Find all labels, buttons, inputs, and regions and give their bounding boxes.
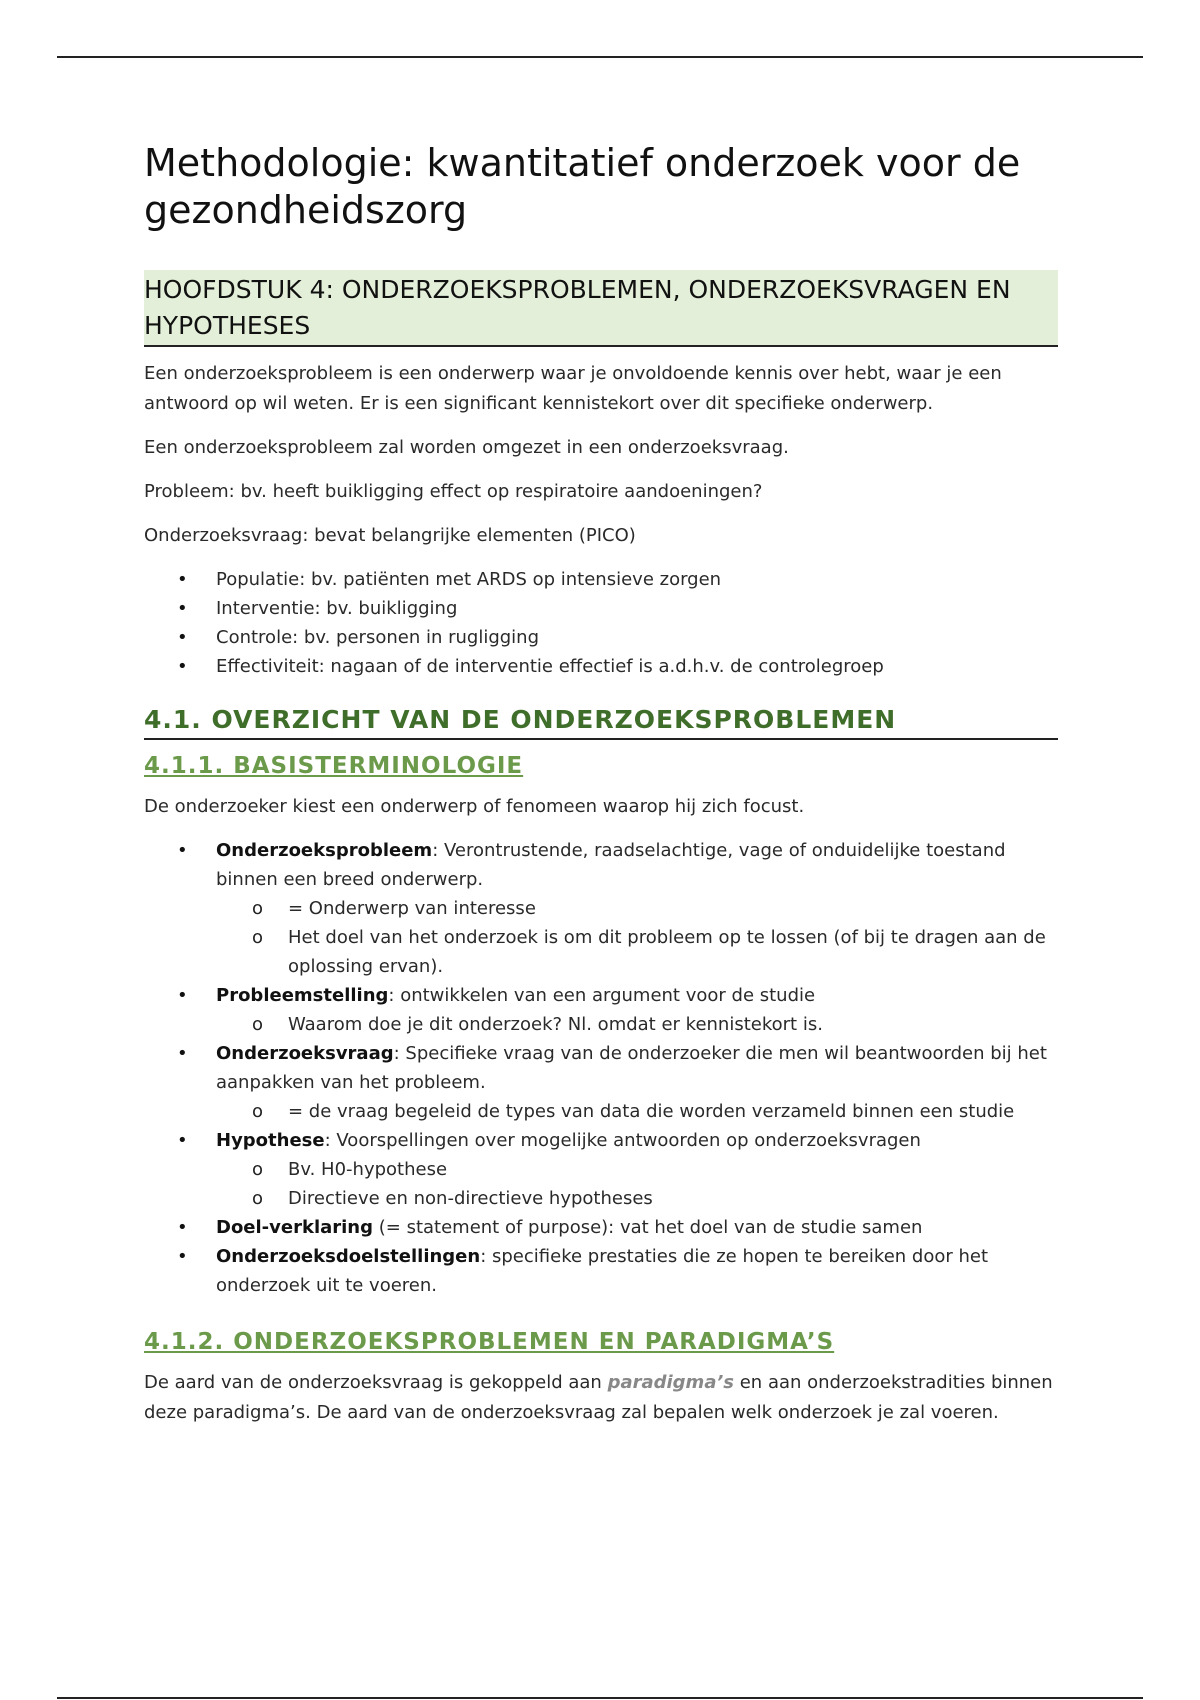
chapter-heading: HOOFDSTUK 4: ONDERZOEKSPROBLEMEN, ONDERZOEKSVRAGEN EN HYPOTHESES bbox=[144, 270, 1058, 347]
subsection-heading-4-1-2: 4.1.2. ONDERZOEKSPROBLEMEN EN PARADIGMA’S bbox=[144, 1329, 835, 1355]
sub-list bbox=[216, 1010, 1058, 1039]
term-label: Hypothese bbox=[216, 1130, 325, 1151]
intro-paragraph-2: Een onderzoeksprobleem zal worden omgezet in een onderzoeksvraag. bbox=[144, 437, 789, 458]
list-item bbox=[144, 1039, 1058, 1126]
list-item: • Interventie: bv. buikligging bbox=[144, 594, 1058, 623]
list-item bbox=[144, 836, 1058, 981]
research-question-pico: Onderzoeksvraag: bevat belangrijke elementen (PICO) bbox=[144, 525, 636, 546]
paradigm-text-after: en aan onderzoekstradities binnen deze paradigma’s. De aard van de onderzoeksvraag zal bepalen welk onderzoek je zal voeren. bbox=[144, 1372, 1053, 1423]
terminology-list bbox=[144, 836, 1058, 1300]
paradigm-text-before: De aard van de onderzoeksvraag is gekoppeld aan bbox=[144, 1372, 608, 1393]
pico-list bbox=[144, 565, 1058, 681]
list-item: • Populatie: bv. patiënten met ARDS op intensieve zorgen bbox=[144, 565, 1058, 594]
list-item bbox=[144, 1213, 1058, 1242]
list-item: • Controle: bv. personen in rugligging bbox=[144, 623, 1058, 652]
term-text: : Specifieke vraag van de onderzoeker die men wil beantwoorden bij het aanpakken van het probleem. bbox=[216, 1043, 1047, 1093]
terminology-intro: De onderzoeker kiest een onderwerp of fenomeen waarop hij zich focust. bbox=[144, 796, 805, 817]
term-label: Onderzoeksvraag bbox=[216, 1043, 394, 1064]
sub-list-item: o = Onderwerp van interesse bbox=[216, 894, 1058, 923]
sub-list-item: o Waarom doe je dit onderzoek? Nl. omdat er kennistekort is. bbox=[216, 1010, 1058, 1039]
term-text: : Voorspellingen over mogelijke antwoorden op onderzoeksvragen bbox=[324, 1130, 921, 1151]
list-item bbox=[144, 981, 1058, 1039]
term-text: : specifieke prestaties die ze hopen te bereiken door het onderzoek uit te voeren. bbox=[216, 1246, 989, 1296]
paradigm-highlight: paradigma’s bbox=[607, 1372, 735, 1393]
section-heading-4-1: 4.1. OVERZICHT VAN DE ONDERZOEKSPROBLEMEN bbox=[144, 703, 1058, 740]
list-item bbox=[144, 1126, 1058, 1213]
term-label: Onderzoeksdoelstellingen bbox=[216, 1246, 481, 1267]
sub-list-item: o Het doel van het onderzoek is om dit probleem op te lossen (of bij te dragen aan de oplossing ervan). bbox=[216, 923, 1058, 981]
page-bottom-rule bbox=[57, 1697, 1143, 1699]
term-text: (= statement of purpose): vat het doel van de studie samen bbox=[373, 1217, 923, 1238]
sub-list bbox=[216, 1155, 1058, 1213]
intro-paragraph-1: Een onderzoeksprobleem is een onderwerp waar je onvoldoende kennis over hebt, waar je een antwoord op wil weten. Er is een significant kennistekort over dit specifieke onderwerp. bbox=[144, 363, 1002, 414]
list-item: • Effectiviteit: nagaan of de interventie effectief is a.d.h.v. de controlegroep bbox=[144, 652, 1058, 681]
subsection-heading-4-1-1: 4.1.1. BASISTERMINOLOGIE bbox=[144, 753, 524, 779]
term-label: Onderzoeksprobleem bbox=[216, 840, 433, 861]
document-title: Methodologie: kwantitatief onderzoek voor de gezondheidszorg bbox=[144, 141, 1021, 232]
term-label: Doel-verklaring bbox=[216, 1217, 374, 1238]
problem-example: Probleem: bv. heeft buikligging effect op respiratoire aandoeningen? bbox=[144, 481, 763, 502]
sub-list-item: o = de vraag begeleid de types van data die worden verzameld binnen een studie bbox=[216, 1097, 1058, 1126]
paradigm-paragraph bbox=[144, 1368, 1058, 1428]
sub-list bbox=[216, 894, 1058, 981]
sub-list-item: o Directieve en non-directieve hypotheses bbox=[216, 1184, 1058, 1213]
page-top-rule bbox=[57, 56, 1143, 58]
term-label: Probleemstelling bbox=[216, 985, 389, 1006]
sub-list-item: o Bv. H0-hypothese bbox=[216, 1155, 1058, 1184]
sub-list bbox=[216, 1097, 1058, 1126]
list-item bbox=[144, 1242, 1058, 1300]
document-body bbox=[144, 140, 1058, 1442]
term-text: : ontwikkelen van een argument voor de studie bbox=[388, 985, 816, 1006]
term-text: : Verontrustende, raadselachtige, vage of onduidelijke toestand binnen een breed onderwerp. bbox=[216, 840, 1006, 890]
